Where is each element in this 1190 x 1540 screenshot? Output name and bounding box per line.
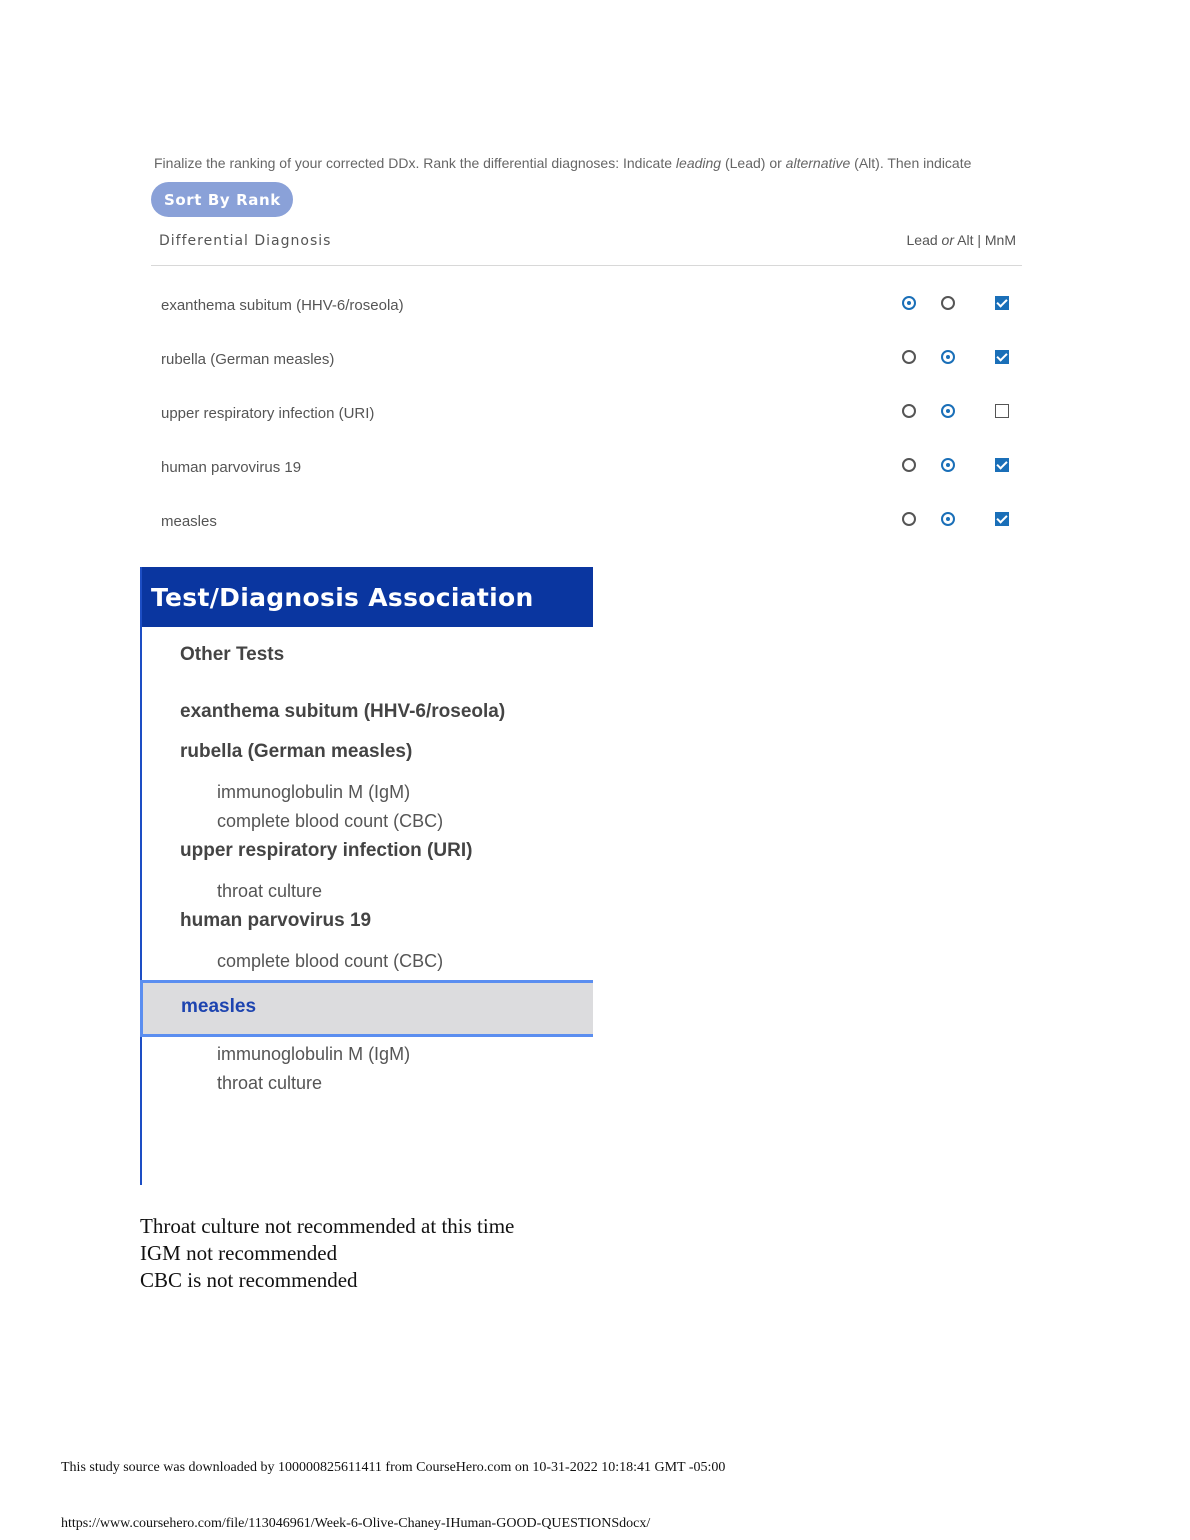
diagnosis-group-title[interactable]: measles: [140, 980, 593, 1037]
lead-radio[interactable]: [902, 458, 916, 472]
test-item: throat culture: [217, 1073, 323, 1093]
lead-radio[interactable]: [902, 404, 916, 418]
diagnosis-group: [142, 910, 593, 980]
diagnosis-name: human parvovirus 19: [161, 459, 302, 476]
diagnosis-group-title[interactable]: human parvovirus 19: [180, 910, 372, 931]
sort-by-rank-button[interactable]: Sort By Rank: [151, 182, 293, 217]
alt-radio[interactable]: [941, 296, 955, 310]
test-diagnosis-panel: [140, 567, 591, 1185]
ddx-list: [0, 280, 1190, 550]
test-item: complete blood count (CBC): [217, 951, 444, 971]
diagnosis-name: measles: [161, 513, 217, 530]
ddx-row: [0, 442, 1190, 496]
ddx-row: [0, 280, 1190, 334]
mnm-checkbox[interactable]: [995, 404, 1009, 418]
diagnosis-name: upper respiratory infection (URI): [161, 405, 375, 422]
test-item: complete blood count (CBC): [217, 811, 444, 831]
diagnosis-group: [142, 741, 593, 840]
mnm-checkbox[interactable]: [995, 512, 1009, 526]
ddx-row: [0, 388, 1190, 442]
diagnosis-group: [142, 980, 593, 1102]
test-list: [142, 775, 593, 840]
diagnosis-group: [142, 684, 593, 741]
test-list: [142, 1037, 593, 1102]
mnm-checkbox[interactable]: [995, 296, 1009, 310]
test-item: throat culture: [217, 881, 323, 901]
mnm-checkbox[interactable]: [995, 350, 1009, 364]
alt-radio[interactable]: [941, 350, 955, 364]
alt-radio[interactable]: [941, 458, 955, 472]
test-item: immunoglobulin M (IgM): [217, 782, 411, 802]
note-line: Throat culture not recommended at this time: [140, 1214, 515, 1238]
source-url: https://www.coursehero.com/file/113046961/Week-6-Olive-Chaney-IHuman-GOOD-QUESTIONSdocx/: [61, 1516, 651, 1531]
diagnosis-group: [142, 627, 593, 684]
diagnosis-group-title[interactable]: exanthema subitum (HHV-6/roseola): [180, 701, 506, 722]
alt-radio[interactable]: [941, 512, 955, 526]
test-list: [142, 944, 593, 980]
header-divider: [151, 265, 1022, 266]
note-line: CBC is not recommended: [140, 1268, 358, 1292]
ddx-instruction: Finalize the ranking of your corrected DDx. Rank the differential diagnoses: Indicate leading (Lead) or alternative (Alt). Then indicate: [154, 155, 972, 171]
lead-radio[interactable]: [902, 350, 916, 364]
tda-groups: [142, 627, 593, 1102]
panel-title: Test/Diagnosis Association: [142, 567, 593, 627]
test-list: [142, 874, 593, 910]
diagnosis-group: [142, 840, 593, 910]
rank-column-header: Lead or Alt | MnM: [906, 232, 1016, 248]
ddx-row: [0, 496, 1190, 550]
lead-radio[interactable]: [902, 512, 916, 526]
notes: [140, 1213, 514, 1294]
diagnosis-name: exanthema subitum (HHV-6/roseola): [161, 297, 404, 314]
diagnosis-group-title[interactable]: rubella (German measles): [180, 741, 413, 762]
alt-radio[interactable]: [941, 404, 955, 418]
download-notice: This study source was downloaded by 100000825611411 from CourseHero.com on 10-31-2022 10:18:41 GMT -05:00: [61, 1460, 726, 1475]
note-line: IGM not recommended: [140, 1241, 338, 1265]
diagnosis-name: rubella (German measles): [161, 351, 335, 368]
test-item: immunoglobulin M (IgM): [217, 1044, 411, 1064]
diagnosis-group-title[interactable]: Other Tests: [180, 644, 285, 665]
ddx-row: [0, 334, 1190, 388]
lead-radio[interactable]: [902, 296, 916, 310]
ddx-column-header: Differential Diagnosis: [159, 233, 332, 249]
diagnosis-group-title[interactable]: upper respiratory infection (URI): [180, 840, 473, 861]
mnm-checkbox[interactable]: [995, 458, 1009, 472]
